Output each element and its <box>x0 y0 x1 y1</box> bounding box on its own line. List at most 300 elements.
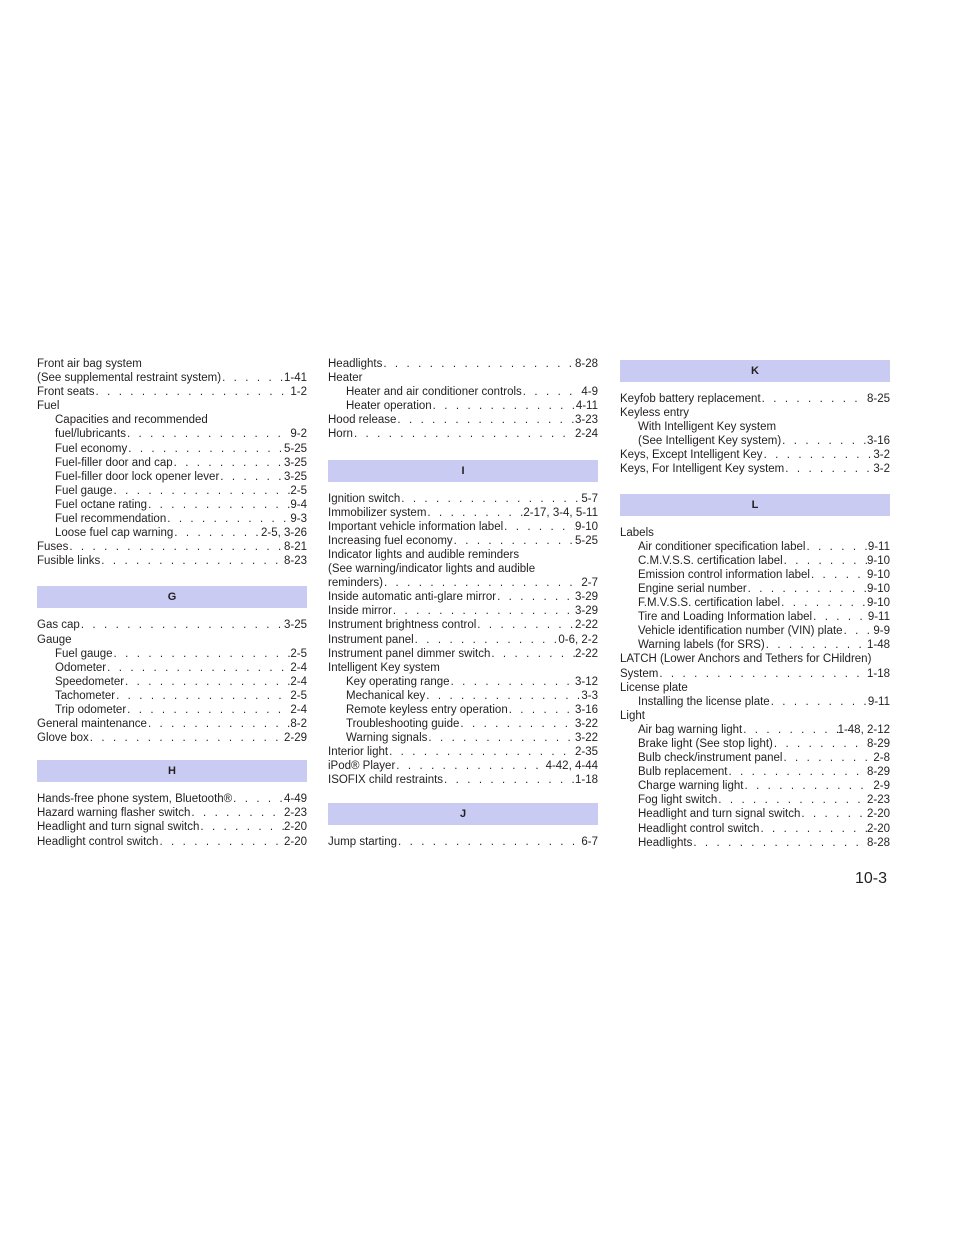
leader-dots <box>173 526 261 540</box>
entry-text: Heater operation <box>346 400 432 413</box>
entry-page-ref: 1-18 <box>574 774 598 787</box>
entry-text: Fuel gauge <box>55 484 113 497</box>
page-number: 10-3 <box>855 870 888 887</box>
index-entry <box>37 399 307 413</box>
entry-text: Bulb check/instrument panel <box>638 752 783 765</box>
entry-text: iPod® Player <box>328 760 396 773</box>
index-entry <box>37 689 307 703</box>
entry-text: Keys, For Intelligent Key system <box>620 463 785 476</box>
index-entry <box>328 618 598 632</box>
index-entry <box>37 427 307 441</box>
leader-dots <box>397 835 581 849</box>
leader-dots <box>392 604 575 618</box>
entry-page-ref: 1-41 <box>283 372 307 385</box>
leader-dots <box>781 434 867 448</box>
index-entry <box>328 689 598 703</box>
index-entry <box>620 793 890 807</box>
leader-dots <box>443 773 575 787</box>
entry-page-ref: 2-22 <box>574 619 598 632</box>
index-entry <box>620 652 890 666</box>
entry-group <box>620 392 890 477</box>
index-entry <box>328 534 598 548</box>
entry-page-ref: 2-4 <box>290 661 307 674</box>
entry-text: Emission control information label <box>638 568 810 581</box>
entry-page-ref: 2-4 <box>290 675 307 688</box>
entry-text: Gauge <box>37 633 72 646</box>
entry-text: Keyfob battery replacement <box>620 393 761 405</box>
leader-dots <box>382 357 575 371</box>
leader-dots <box>770 695 868 709</box>
leader-dots <box>761 392 867 406</box>
index-entry <box>37 484 307 498</box>
index-entry <box>37 526 307 540</box>
entry-text: Fog light switch <box>638 794 718 807</box>
entry-page-ref: 2-24 <box>574 428 598 441</box>
index-entry <box>620 610 890 624</box>
entry-text: Loose fuel cap warning <box>55 527 174 540</box>
index-entry <box>37 806 307 820</box>
entry-text: C.M.V.S.S. certification label <box>638 554 783 567</box>
entry-text: Front air bag system <box>37 358 142 370</box>
entry-text: Instrument panel dimmer switch <box>328 647 491 660</box>
entry-text: (See warning/indicator lights and audible <box>328 563 536 576</box>
leader-dots <box>782 751 873 765</box>
entry-page-ref: 9-2 <box>290 428 307 441</box>
entry-page-ref: 1-2 <box>290 386 307 399</box>
index-entry <box>620 434 890 448</box>
index-entry <box>37 717 307 731</box>
index-entry <box>37 442 307 456</box>
entry-text: Bulb replacement <box>638 766 728 779</box>
index-entry <box>620 406 890 420</box>
index-entry <box>37 385 307 399</box>
leader-dots <box>221 371 284 385</box>
entry-text: Remote keyless entry operation <box>346 703 508 716</box>
entry-page-ref: 2-20 <box>283 821 307 834</box>
index-entry <box>37 618 307 632</box>
leader-dots <box>427 731 575 745</box>
entry-group <box>328 835 598 849</box>
index-entry <box>328 731 598 745</box>
entry-text: Fuel-filler door lock opener lever <box>55 470 220 483</box>
index-entry <box>37 820 307 834</box>
index-entry <box>328 703 598 717</box>
entry-text: Trip odometer <box>55 703 127 716</box>
index-entry <box>37 456 307 470</box>
entry-text: Headlights <box>328 358 383 370</box>
leader-dots <box>124 675 290 689</box>
entry-page-ref: 2-5 <box>290 689 307 702</box>
entry-text: Fusible links <box>37 555 101 568</box>
entry-text: Glove box <box>37 732 89 745</box>
entry-text: Hands-free phone system, Bluetooth® <box>37 793 233 806</box>
entry-page-ref: 9-11 <box>867 611 890 624</box>
entry-page-ref: 3-22 <box>574 718 598 731</box>
index-entry <box>37 498 307 512</box>
index-entry <box>620 462 890 476</box>
leader-dots <box>414 633 559 647</box>
leader-dots <box>425 689 581 703</box>
leader-dots <box>765 638 867 652</box>
index-column-2 <box>328 357 598 849</box>
entry-text: Warning labels (for SRS) <box>638 639 765 652</box>
entry-page-ref: 8-29 <box>866 737 890 750</box>
index-entry <box>328 562 598 576</box>
leader-dots <box>383 576 581 590</box>
entry-page-ref: 2-29 <box>283 732 307 745</box>
index-entry <box>37 661 307 675</box>
entry-page-ref: 3-23 <box>574 414 598 427</box>
index-entry <box>620 723 890 737</box>
index-entry <box>328 647 598 661</box>
index-entry <box>328 399 598 413</box>
entry-page-ref: 1-18 <box>866 667 890 680</box>
entry-page-ref: 9-3 <box>290 513 307 526</box>
entry-text: (See supplemental restraint system) <box>37 372 222 385</box>
entry-page-ref: 3-25 <box>283 619 307 632</box>
entry-group <box>328 357 598 442</box>
entry-text: Air bag warning light <box>638 723 743 736</box>
entry-page-ref: 1-48 <box>866 639 890 652</box>
entry-text: Front seats <box>37 386 95 399</box>
index-entry <box>328 590 598 604</box>
entry-text: Gas cap <box>37 619 80 632</box>
entry-page-ref: 8-21 <box>283 541 307 554</box>
section-header-i: I <box>328 460 598 482</box>
index-entry <box>37 835 307 849</box>
index-entry <box>620 836 890 850</box>
leader-dots <box>68 540 284 554</box>
index-entry <box>328 661 598 675</box>
entry-page-ref: 2-5, 3-26 <box>260 527 307 540</box>
leader-dots <box>388 745 575 759</box>
leader-dots <box>743 779 873 793</box>
leader-dots <box>717 793 867 807</box>
leader-dots <box>658 667 867 681</box>
entry-text: Headlight control switch <box>37 835 159 848</box>
entry-page-ref: 8-2 <box>290 718 307 731</box>
leader-dots <box>166 512 290 526</box>
entry-group <box>37 618 307 745</box>
entry-text: Headlight control switch <box>638 822 760 835</box>
leader-dots <box>759 822 867 836</box>
leader-dots <box>459 717 575 731</box>
index-entry <box>37 731 307 745</box>
index-entry <box>620 681 890 695</box>
entry-page-ref: 9-10 <box>866 554 890 567</box>
index-entry <box>328 371 598 385</box>
index-entry <box>328 413 598 427</box>
entry-text: Headlight and turn signal switch <box>37 821 200 834</box>
entry-page-ref: 2-20 <box>866 808 890 821</box>
index-entry <box>328 576 598 590</box>
entry-page-ref: 4-42, 4-44 <box>545 760 598 773</box>
index-entry <box>328 548 598 562</box>
entry-text: Light <box>620 709 645 722</box>
entry-text: License plate <box>620 681 688 694</box>
leader-dots <box>522 385 582 399</box>
entry-text: Inside mirror <box>328 605 392 618</box>
leader-dots <box>763 448 874 462</box>
entry-text: Tire and Loading Information label <box>638 611 813 624</box>
entry-page-ref: 2-5 <box>290 647 307 660</box>
index-entry <box>620 751 890 765</box>
entry-page-ref: 8-29 <box>866 766 890 779</box>
entry-page-ref: 3-25 <box>283 456 307 469</box>
entry-text: Fuel economy <box>55 442 128 455</box>
index-entry <box>620 807 890 821</box>
entry-text: Ignition switch <box>328 492 401 505</box>
entry-text: Troubleshooting guide <box>346 718 460 731</box>
index-entry <box>620 624 890 638</box>
entry-group <box>37 792 307 848</box>
index-entry <box>620 737 890 751</box>
entry-page-ref: 2-5 <box>290 484 307 497</box>
leader-dots <box>173 456 284 470</box>
index-entry <box>620 526 890 540</box>
entry-page-ref: 9-10 <box>866 568 890 581</box>
leader-dots <box>453 534 575 548</box>
entry-text: Fuel-filler door and cap <box>55 456 173 469</box>
index-entry <box>620 695 890 709</box>
leader-dots <box>503 520 575 534</box>
entry-page-ref: 8-28 <box>574 358 598 370</box>
index-column-3 <box>620 357 890 850</box>
leader-dots <box>126 427 290 441</box>
entry-text: Speedometer <box>55 675 125 688</box>
entry-text: Keys, Except Intelligent Key <box>620 449 763 462</box>
entry-text: Tachometer <box>55 689 116 702</box>
index-entry <box>37 357 307 371</box>
entry-page-ref: 3-22 <box>574 732 598 745</box>
entry-text: Mechanical key <box>346 689 426 702</box>
entry-page-ref: 3-16 <box>574 703 598 716</box>
index-entry <box>37 554 307 568</box>
section-header-k: K <box>620 360 890 382</box>
entry-text: reminders) <box>328 577 383 590</box>
entry-page-ref: 8-23 <box>283 555 307 568</box>
entry-page-ref: 0-6, 2-2 <box>558 633 598 646</box>
index-column-1 <box>37 357 307 849</box>
entry-text: Fuses <box>37 541 69 554</box>
index-entry <box>328 492 598 506</box>
leader-dots <box>843 624 874 638</box>
entry-text: General maintenance <box>37 718 147 731</box>
entry-text: ISOFIX child restraints <box>328 774 444 787</box>
section-header-l: L <box>620 494 890 516</box>
index-entry <box>328 633 598 647</box>
entry-text: Horn <box>328 428 353 441</box>
entry-page-ref: 3-16 <box>866 435 890 448</box>
entry-page-ref: 3-29 <box>574 605 598 618</box>
leader-dots <box>783 554 867 568</box>
entry-text: Air conditioner specification label <box>638 540 806 553</box>
entry-page-ref: 2-20 <box>283 835 307 848</box>
entry-text: Inside automatic anti-glare mirror <box>328 591 497 604</box>
entry-text: Headlight and turn signal switch <box>638 808 801 821</box>
entry-text: (See Intelligent Key system) <box>638 435 782 448</box>
leader-dots <box>100 554 284 568</box>
leader-dots <box>147 498 290 512</box>
entry-page-ref: 2-4 <box>290 703 307 716</box>
leader-dots <box>395 759 545 773</box>
section-header-j: J <box>328 803 598 825</box>
index-entry <box>37 371 307 385</box>
index-entry <box>620 568 890 582</box>
leader-dots <box>780 596 867 610</box>
index-entry <box>328 604 598 618</box>
leader-dots <box>810 568 867 582</box>
leader-dots <box>396 413 575 427</box>
leader-dots <box>106 661 290 675</box>
entry-text: Immobilizer system <box>328 506 427 519</box>
entry-page-ref: 4-11 <box>575 400 598 413</box>
entry-page-ref: 8-28 <box>866 836 890 849</box>
index-entry <box>328 675 598 689</box>
index-entry <box>328 717 598 731</box>
entry-page-ref: 9-10 <box>574 520 598 533</box>
entry-text: Instrument brightness control <box>328 619 477 632</box>
entry-text: Indicator lights and audible reminders <box>328 548 520 561</box>
leader-dots <box>784 462 873 476</box>
entry-page-ref: 5-25 <box>283 442 307 455</box>
index-entry <box>620 420 890 434</box>
entry-text: Odometer <box>55 661 107 674</box>
entry-page-ref: 3-12 <box>574 675 598 688</box>
entry-text: Labels <box>620 526 654 539</box>
leader-dots <box>692 836 867 850</box>
entry-group <box>37 357 307 568</box>
section-header-g: G <box>37 586 307 608</box>
index-entry <box>328 745 598 759</box>
index-entry <box>37 675 307 689</box>
leader-dots <box>812 610 868 624</box>
entry-text: F.M.V.S.S. certification label <box>638 597 781 610</box>
entry-text: Charge warning light <box>638 780 744 793</box>
leader-dots <box>773 737 867 751</box>
entry-page-ref: 3-29 <box>574 591 598 604</box>
index-entry <box>620 709 890 723</box>
leader-dots <box>158 835 284 849</box>
entry-page-ref: 8-25 <box>866 393 890 405</box>
leader-dots <box>219 470 284 484</box>
leader-dots <box>805 540 867 554</box>
leader-dots <box>490 647 575 661</box>
entry-text: Fuel <box>37 400 60 413</box>
entry-page-ref: 3-25 <box>283 470 307 483</box>
entry-text: Increasing fuel economy <box>328 534 453 547</box>
entry-text: fuel/lubricants <box>55 428 126 441</box>
index-entry <box>620 596 890 610</box>
entry-page-ref: 9-10 <box>866 582 890 595</box>
leader-dots <box>496 590 575 604</box>
index-entry <box>328 520 598 534</box>
leader-dots <box>80 618 284 632</box>
leader-dots <box>432 399 576 413</box>
leader-dots <box>127 442 284 456</box>
index-entry <box>37 512 307 526</box>
entry-text: Warning signals <box>346 732 428 745</box>
entry-page-ref: 9-11 <box>867 695 890 708</box>
index-entry <box>37 792 307 806</box>
index-entry <box>620 448 890 462</box>
index-entry <box>328 357 598 371</box>
entry-page-ref: 2-7 <box>581 577 598 590</box>
entry-page-ref: 2-8 <box>873 752 890 765</box>
index-entry <box>620 540 890 554</box>
entry-page-ref: 6-7 <box>581 835 598 848</box>
entry-text: Engine serial number <box>638 582 747 595</box>
leader-dots <box>800 807 867 821</box>
leader-dots <box>747 582 867 596</box>
leader-dots <box>426 506 523 520</box>
entry-page-ref: 2-17, 3-4, 5-11 <box>523 506 598 519</box>
entry-text: Brake light (See stop light) <box>638 737 773 750</box>
entry-text: Keyless entry <box>620 407 690 420</box>
index-entry <box>620 638 890 652</box>
entry-text: Jump starting <box>328 835 398 848</box>
leader-dots <box>95 385 291 399</box>
index-entry <box>328 835 598 849</box>
leader-dots <box>353 427 575 441</box>
entry-text: Important vehicle information label <box>328 520 504 533</box>
entry-page-ref: 9-4 <box>290 498 307 511</box>
leader-dots <box>115 689 290 703</box>
entry-page-ref: 5-25 <box>574 534 598 547</box>
index-entry <box>328 385 598 399</box>
entry-page-ref: 2-22 <box>574 647 598 660</box>
leader-dots <box>400 492 581 506</box>
entry-page-ref: 4-49 <box>283 793 307 806</box>
section-header-h: H <box>37 760 307 782</box>
entry-page-ref: 9-9 <box>873 625 890 638</box>
entry-group <box>328 492 598 788</box>
entry-text: Fuel gauge <box>55 647 113 660</box>
entry-page-ref: 2-20 <box>866 822 890 835</box>
leader-dots <box>113 647 291 661</box>
entry-text: Fuel octane rating <box>55 498 148 511</box>
index-entry <box>328 506 598 520</box>
leader-dots <box>190 806 284 820</box>
entry-page-ref: 3-2 <box>873 463 890 476</box>
entry-text: Interior light <box>328 746 389 759</box>
leader-dots <box>450 675 575 689</box>
entry-text: LATCH (Lower Anchors and Tethers for CHildren) <box>620 653 872 666</box>
entry-page-ref: 5-7 <box>581 492 598 505</box>
entry-text: System <box>620 667 659 680</box>
entry-text: Intelligent Key system <box>328 661 440 674</box>
entry-page-ref: 2-9 <box>873 780 890 793</box>
index-entry <box>620 822 890 836</box>
entry-text: Capacities and recommended <box>55 414 208 427</box>
leader-dots <box>232 792 284 806</box>
entry-text: Headlights <box>638 836 693 849</box>
entry-text: Vehicle identification number (VIN) plate <box>638 625 843 638</box>
index-entry <box>620 667 890 681</box>
entry-text: Key operating range <box>346 675 450 688</box>
entry-page-ref: 2-35 <box>574 746 598 759</box>
leader-dots <box>476 618 575 632</box>
index-entry <box>620 582 890 596</box>
index-entry <box>328 773 598 787</box>
index-entry <box>37 540 307 554</box>
index-entry <box>37 413 307 427</box>
index-entry <box>620 779 890 793</box>
entry-text: Installing the license plate <box>638 695 770 708</box>
index-entry <box>328 759 598 773</box>
index-entry <box>620 765 890 779</box>
entry-page-ref: 9-11 <box>867 540 890 553</box>
